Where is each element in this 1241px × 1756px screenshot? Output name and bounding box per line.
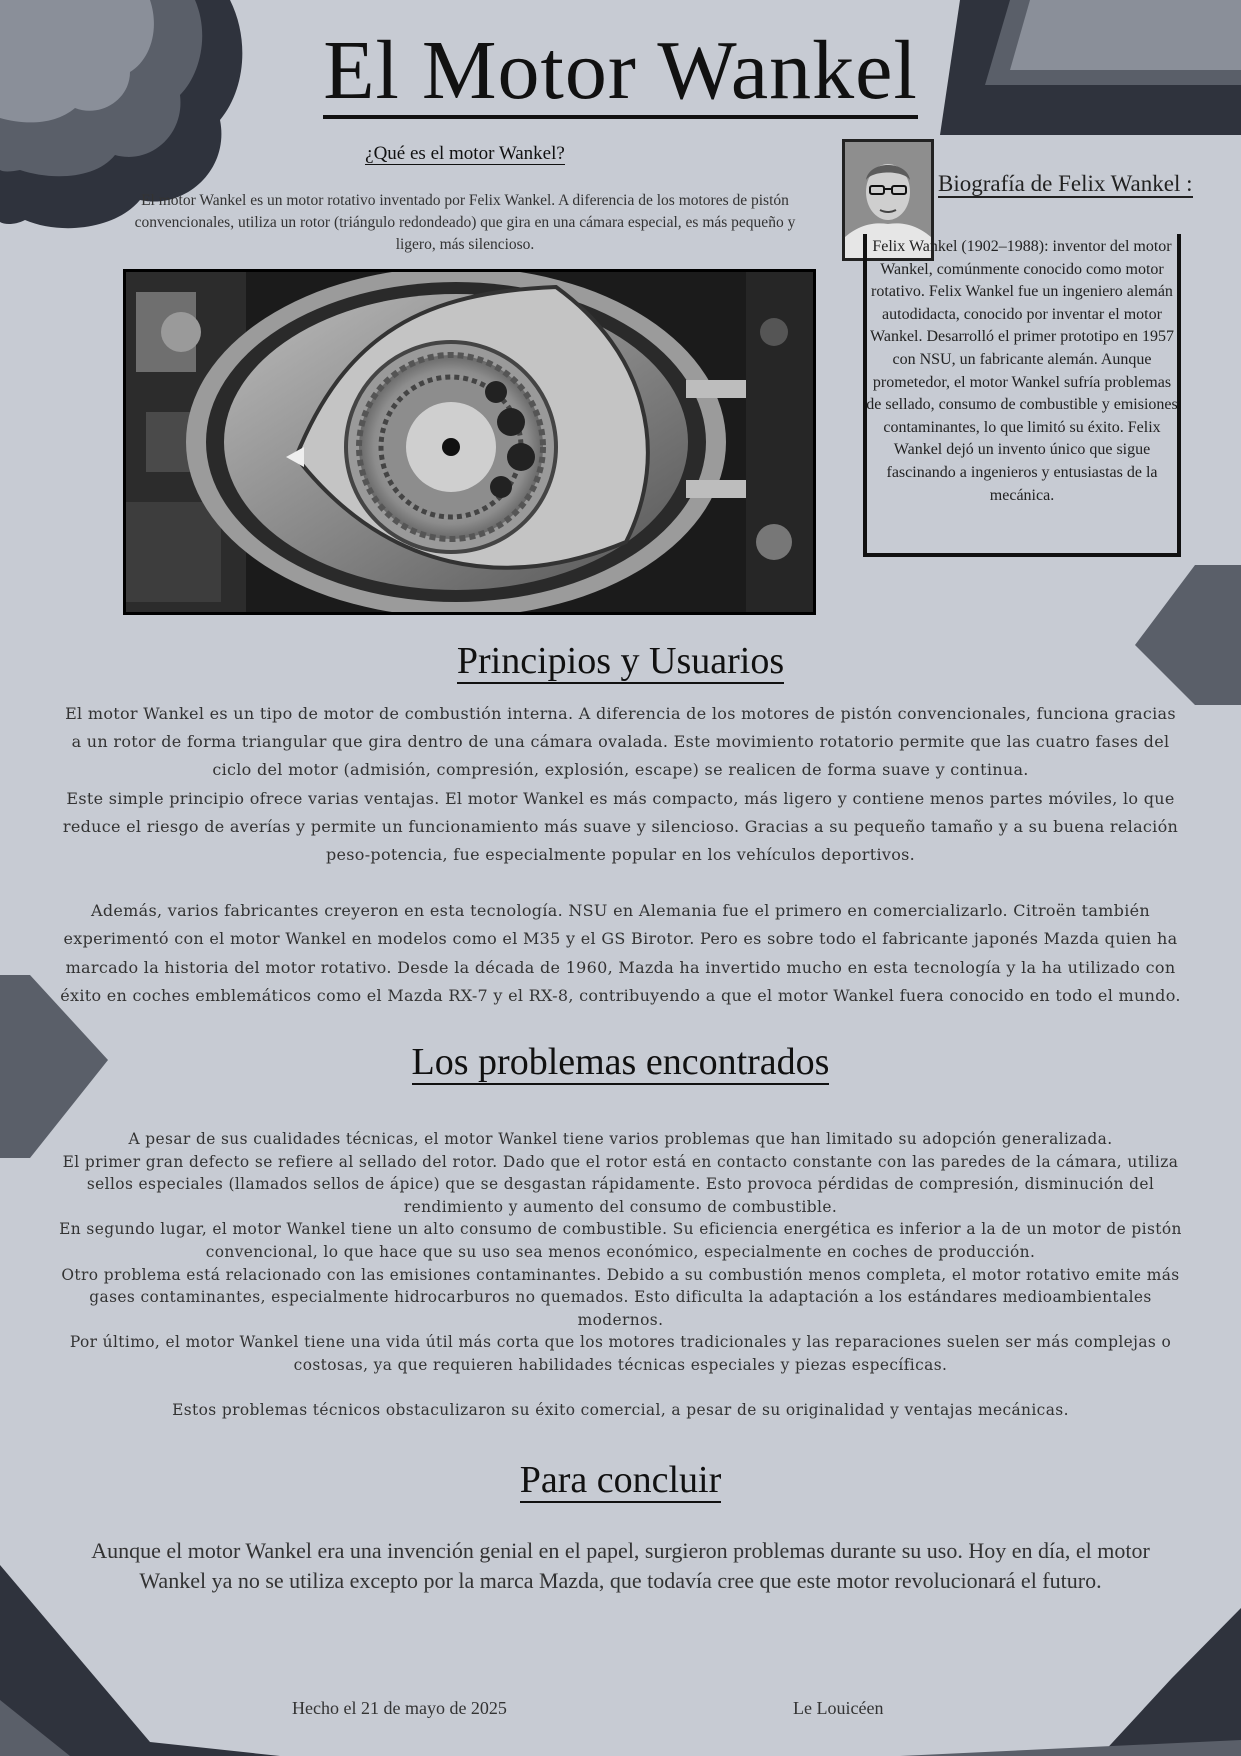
- right-pentagon-shape: [1135, 565, 1241, 705]
- biography-heading: [938, 171, 1193, 197]
- problems-heading-text: Los problemas encontrados: [411, 1041, 830, 1083]
- rotary-engine-illustration: [126, 272, 813, 612]
- biography-text: Felix Wankel (1902–1988): inventor del motor Wankel, comúnmente conocido como motor rotativo. Felix Wankel fue un ingeniero alemán autodidacta, conocido por inventar el motor Wankel. Desarrolló el primer prototipo en 1957 con NSU, un fabricante alemán. Aunque prometedor, el motor Wankel sufría problemas de sellado, consumo de combustible y emisiones contaminantes, lo que limitó su éxito. Felix Wankel dejó un invento único que sigue fascinando a ingenieros y entusiastas de la mecánica.: [866, 238, 1178, 504]
- footer-date: Hecho el 21 de mayo de 2025: [292, 1698, 507, 1718]
- problems-paragraph-2: El primer gran defecto se refiere al sellado del rotor. Dado que el rotor está en contacto constante con las paredes de la cámara, utiliza sellos especiales (llamados sellos de ápice) que se desgastan rápidamente. Esto provoca pérdidas de compresión, disminución del rendimiento y aumento del consumo de combustible.: [62, 1152, 1179, 1216]
- problems-paragraph-4: Otro problema está relacionado con las emisiones contaminantes. Debido a su combustión menos completa, el motor rotativo emite más gases contaminantes, especialmente hidrocarburos no quemados. Esto dificulta la adaptación a los estándares medioambientales modernos.: [61, 1265, 1180, 1329]
- page-title: [0, 22, 1241, 119]
- principles-body: [60, 700, 1181, 1010]
- principles-paragraph-3: Además, varios fabricantes creyeron en esta tecnología. NSU en Alemania fue el primero en comercializarlo. Citroën también experimentó con el motor Wankel en modelos como el M35 y el GS Birotor. Pero es sobre todo el fabricante japonés Mazda quien ha marcado la historia del motor rotativo. Desde la década de 1960, Mazda ha invertido mucho en esta tecnología y la ha utilizado con éxito en coches emblemáticos como el Mazda RX-7 y el RX-8, contribuyendo a que el motor Wankel fuera conocido en todo el mundo.: [60, 901, 1181, 1005]
- bottom-right-shape: [1100, 1608, 1241, 1756]
- engine-photo: [123, 269, 816, 615]
- principles-heading-text: Principios y Usuarios: [456, 640, 785, 682]
- problems-paragraph-1: A pesar de sus cualidades técnicas, el motor Wankel tiene varios problemas que han limitado su adopción generalizada.: [128, 1130, 1113, 1148]
- principles-paragraph-2: Este simple principio ofrece varias ventajas. El motor Wankel es más compacto, más ligero y contiene menos partes móviles, lo que reduce el riesgo de averías y permite un funcionamiento más suave y silencioso. Gracias a su pequeño tamaño y a su buena relación peso-potencia, fue especialmente popular en los vehículos deportivos.: [62, 788, 1179, 865]
- principles-paragraph-1: El motor Wankel es un tipo de motor de combustión interna. A diferencia de los motores de pistón convencionales, funciona gracias a un rotor de forma triangular que gira dentro de una cámara ovalada. Este movimiento rotatorio permite que las cuatro fases del ciclo del motor (admisión, compresión, explosión, escape) se realicen de forma suave y continua.: [65, 704, 1176, 780]
- intro-text: El motor Wankel es un motor rotativo inventado por Felix Wankel. A diferencia de los motores de pistón convencionales, utiliza un rotor (triángulo redondeado) que gira en una cámara especial, es más pequeño y ligero, más silencioso.: [134, 192, 796, 253]
- principles-heading: [0, 639, 1241, 683]
- problems-heading: [0, 1040, 1241, 1084]
- conclusion-heading: [0, 1458, 1241, 1502]
- biography-heading-text: Biografía de Felix Wankel :: [938, 171, 1193, 196]
- problems-paragraph-5: Por último, el motor Wankel tiene una vida útil más corta que los motores tradicionales y las reparaciones suelen ser más complejas o costosas, ya que requieren habilidades técnicas especiales y piezas específicas.: [69, 1333, 1172, 1374]
- conclusion-text: Aunque el motor Wankel era una invención genial en el papel, surgieron problemas durante su uso. Hoy en día, el motor Wankel ya no se utiliza excepto por la marca Mazda, que todavía cree que este motor revolucionará el futuro.: [91, 1538, 1150, 1593]
- problems-paragraph-6: Estos problemas técnicos obstaculizaron su éxito comercial, a pesar de su originalidad y ventajas mecánicas.: [172, 1400, 1069, 1419]
- intro-heading-text: ¿Qué es el motor Wankel?: [365, 143, 565, 164]
- page-title-text: El Motor Wankel: [323, 24, 918, 117]
- footer-author: Le Louicéen: [793, 1698, 884, 1718]
- problems-body: [55, 1128, 1186, 1421]
- intro-heading: [120, 143, 810, 165]
- bottom-right-band-shape: [900, 1740, 1241, 1756]
- conclusion-heading-text: Para concluir: [519, 1459, 722, 1501]
- problems-paragraph-3: En segundo lugar, el motor Wankel tiene un alto consumo de combustible. Su eficiencia energética es inferior a la de un motor de pistón convencional, lo que hace que su uso sea menos económico, especialmente en coches de producción.: [59, 1220, 1182, 1261]
